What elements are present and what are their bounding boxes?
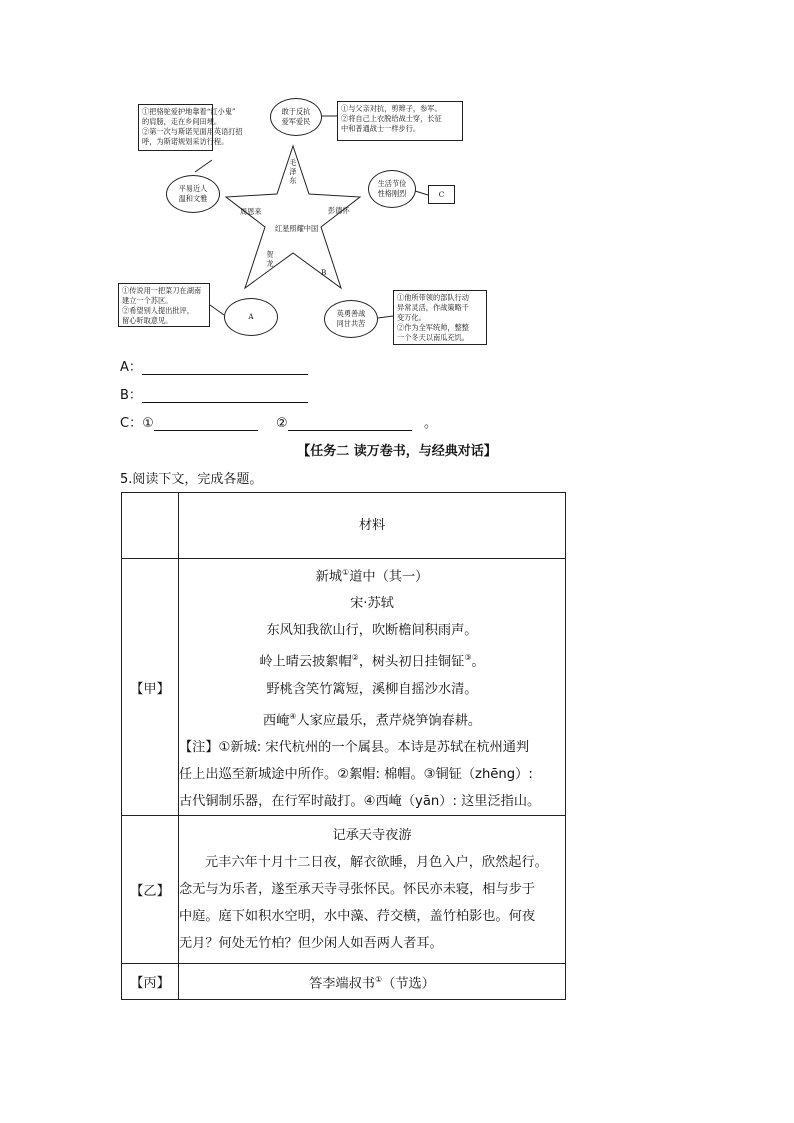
poem-line: 野桃含笑竹篱短，溪柳自摇沙水清。 (266, 681, 478, 697)
trait-circle-top: 敢于反抗 爱军爱民 (270, 98, 322, 136)
blank-a-row (120, 356, 308, 375)
blank-c2-input[interactable] (288, 417, 412, 431)
star-label-lower-left: 贺 龙 (266, 250, 274, 268)
prose-line: 无月？何处无竹柏？但少闲人如吾两人者耳。 (179, 936, 443, 952)
blank-b-row (120, 384, 308, 403)
table-row-jia (122, 559, 566, 816)
prose-title: 记承天寺夜游 (332, 828, 412, 844)
answer-box-c: C (428, 185, 455, 204)
poem-line: 西崦④人家应最乐，煮芹烧笋饷春耕。 (262, 711, 482, 729)
poem-line: 岭上晴云披絮帽②，树头初日挂铜钲③。 (259, 653, 485, 670)
note-box-bottom-left: ①传说用一把菜刀在湖南 建立一个苏区。 ②希望别人提出批评， 留心听取意见。 (118, 283, 210, 327)
connector-line (378, 316, 393, 318)
table-header-row (122, 493, 566, 559)
trait-circle-left: 平易近人 温和文雅 (166, 175, 220, 213)
trait-circle-right: 生活节俭 性格刚烈 (368, 170, 416, 208)
row-content-yi (179, 816, 566, 964)
character-diagram (0, 0, 794, 360)
blank-c-end: 。 (423, 416, 437, 431)
note-box-top-right: ①与父亲对抗，剪辫子，参军。 ②将自己上衣脱给战士穿，长征 中和普通战士一样步行。 (337, 101, 463, 141)
row-label-yi: 【乙】 (122, 816, 179, 964)
blank-b-input[interactable] (142, 389, 308, 403)
note-line: 【注】①新城: 宋代杭州的一个属县。本诗是苏轼在杭州通判 (179, 740, 530, 756)
row-label-bing: 【丙】 (122, 964, 179, 1000)
star-label-top: 毛 泽 东 (289, 158, 297, 185)
star-label-lower-right: B (321, 268, 327, 277)
blank-b-label: B： (120, 388, 142, 403)
blank-a-label: A： (120, 360, 142, 375)
blank-c-label: C：① (120, 416, 154, 431)
star-label-left: 周恩来 (240, 207, 262, 216)
letter-title: 答李端叔书①（节选） (309, 974, 435, 992)
table-row-bing (122, 964, 566, 1000)
question-intro: 5.阅读下文，完成各题。 (120, 472, 263, 487)
blank-c1-input[interactable] (154, 417, 258, 431)
poem-title: 新城①道中（其一） (315, 568, 429, 585)
row-content-jia (179, 559, 566, 816)
task-title: 【任务二 读万卷书，与经典对话】 (297, 444, 497, 459)
prose-line: 念无与为乐者，遂至承天寺寻张怀民。怀民亦未寝，相与步于 (179, 882, 536, 898)
trait-circle-bottom-right: 英勇善战 同甘共苦 (324, 300, 378, 338)
note-box-top-left: ①把骆驼爱护地靠着“红小鬼” 的肩膀，走在乡间田埂。 ②第一次与斯诺见面用英语打招 呼，为斯诺规划采访行程。 (138, 104, 213, 151)
blank-c-row (120, 412, 437, 431)
star-center-title: 红星照耀中国 (275, 224, 319, 233)
star-label-right: 彭德怀 (328, 206, 350, 215)
row-label-jia: 【甲】 (122, 559, 179, 816)
note-box-bottom-right: ①他所带领的部队行动 异常灵活，作战策略千 变万化。 ②作为全军统帅，整整 一个冬天以南瓜充饥。 (393, 290, 487, 345)
poem-author: 宋·苏轼 (350, 596, 394, 612)
connector-line (210, 305, 224, 315)
connector-line (195, 160, 212, 172)
prose-line: 元丰六年十月十二日夜，解衣欲睡，月色入户，欣然起行。 (205, 855, 548, 871)
table-row-yi (122, 816, 566, 964)
note-line: 古代铜制乐器，在行军时敲打。④西崦（yān）: 这里泛指山。 (179, 794, 541, 810)
blank-a-input[interactable] (142, 361, 308, 375)
material-table (121, 492, 566, 1000)
note-line: 任上出巡至新城途中所作。②絮帽: 棉帽。③铜钲（zhēng）: (179, 767, 533, 783)
row-content-bing (179, 964, 566, 1000)
answer-circle-a: A (224, 298, 278, 336)
blank-c2-label: ② (276, 416, 288, 431)
header-cell: 材料 (179, 493, 566, 559)
poem-line: 东风知我欲山行，吹断檐间积雨声。 (266, 623, 478, 639)
header-empty-cell (122, 493, 179, 559)
prose-line: 中庭。庭下如积水空明，水中藻、荇交横，盖竹柏影也。何夜 (179, 909, 536, 925)
